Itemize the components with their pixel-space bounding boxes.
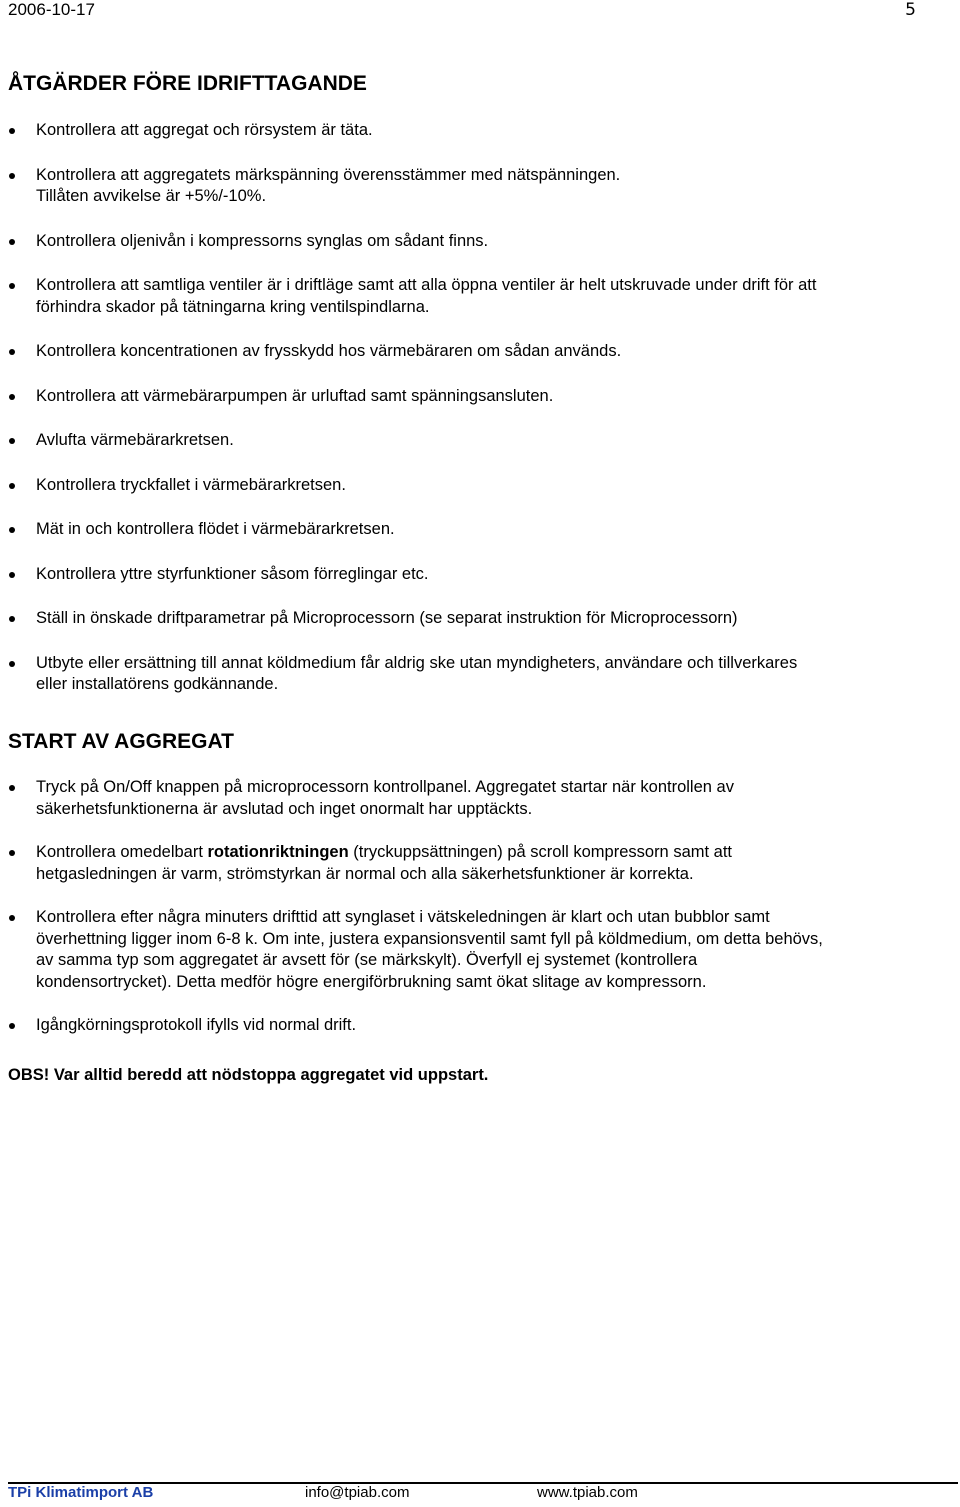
item-line: Tillåten avvikelse är +5%/-10%. [36,187,267,205]
bullet-icon [9,128,15,134]
item-line: Kontrollera koncentrationen av frysskydd hos värmebäraren om sådan används. [36,342,622,360]
pre-operation-checklist [0,120,940,719]
item-text-post: (tryckuppsättningen) på scroll kompressorn samt att [348,843,733,861]
list-item [0,341,940,363]
header-date: 2006-10-17 [8,0,95,19]
list-item [0,231,940,253]
list-item [0,907,940,993]
bullet-icon [9,1023,15,1029]
item-line: Ställ in önskade driftparametrar på Microprocessorn (se separat instruktion för Microprocessorn) [36,609,738,627]
item-line: säkerhetsfunktionerna är avslutad och inget onormalt har upptäckts. [36,799,533,818]
start-checklist [0,777,940,1059]
item-line: Tryck på On/Off knappen på microprocessorn kontrollpanel. Aggregatet startar när kontrollen av [36,778,734,796]
item-line: Igångkörningsprotokoll ifylls vid normal drift. [36,1016,357,1034]
item-line: Kontrollera yttre styrfunktioner såsom förreglingar etc. [36,564,429,583]
section-title-start: START AV AGGREGAT [8,730,234,753]
list-item [0,165,940,208]
list-item [0,475,940,497]
list-item [0,1015,940,1037]
item-line: Avlufta värmebärarkretsen. [36,431,234,449]
list-item [0,564,940,586]
item-line: Mät in och kontrollera flödet i värmebärarkretsen. [36,520,395,538]
bullet-icon [9,173,15,179]
bullet-icon [9,785,15,791]
footer-email[interactable]: info@tpiab.com [305,1484,410,1501]
bullet-icon [9,527,15,533]
item-text-pre: Kontrollera omedelbart [36,843,208,861]
bullet-icon [9,572,15,578]
list-item [0,519,940,541]
bullet-icon [9,850,15,856]
page-number: 5 [905,0,916,20]
item-line: Kontrollera att värmebärarpumpen är urluftad samt spänningsansluten. [36,386,554,405]
bullet-icon [9,394,15,400]
item-line: överhettning ligger inom 6-8 k. Om inte, justera expansionsventil samt fyll på köldmedium, om detta behövs, [36,929,823,948]
list-item [0,120,940,142]
list-item [0,386,940,408]
item-text-bold: rotationriktningen [207,843,349,861]
item-line: Kontrollera att aggregat och rörsystem är täta. [36,121,373,139]
list-item [0,777,940,820]
item-line: Utbyte eller ersättning till annat köldmedium får aldrig ske utan myndigheters, användare och tillverkares [36,653,798,672]
item-line: förhindra skador på tätningarna kring ventilspindlarna. [36,297,430,316]
list-item [0,653,940,696]
bullet-icon [9,349,15,355]
list-item [0,842,940,885]
item-line: kondensortrycket). Detta medför högre energiförbrukning samt ökat slitage av kompressorn. [36,972,707,991]
list-item [0,275,940,318]
list-item [0,430,940,452]
obs-warning: OBS! Var alltid beredd att nödstoppa aggregatet vid uppstart. [8,1066,489,1084]
bullet-icon [9,616,15,622]
footer-company: TPi Klimatimport AB [8,1484,154,1501]
footer-website[interactable]: www.tpiab.com [537,1484,638,1501]
item-line: Kontrollera oljenivån i kompressorns synglas om sådant finns. [36,231,489,250]
bullet-icon [9,661,15,667]
item-line: hetgasledningen är varm, strömstyrkan är normal och alla säkerhetsfunktioner är korrekta. [36,864,694,883]
bullet-icon [9,915,15,921]
list-item [0,608,940,630]
bullet-icon [9,283,15,289]
item-line: Kontrollera efter några minuters drifttid att synglaset i vätskeledningen är klart och utan bubblor samt [36,908,770,926]
bullet-icon [9,483,15,489]
bullet-icon [9,438,15,444]
item-line: av samma typ som aggregatet är avsett för (se märkskylt). Överfyll ej systemet (kontrollera [36,951,698,969]
section-title-pre-operation: ÅTGÄRDER FÖRE IDRIFTTAGANDE [8,72,367,95]
item-line: Kontrollera tryckfallet i värmebärarkretsen. [36,475,346,494]
item-line: eller installatörens godkännande. [36,675,279,693]
item-line: Kontrollera att samtliga ventiler är i driftläge samt att alla öppna ventiler är helt utskruvade under drift för att [36,276,817,294]
item-line: Kontrollera att aggregatets märkspänning överensstämmer med nätspänningen. [36,165,621,184]
bullet-icon [9,239,15,245]
